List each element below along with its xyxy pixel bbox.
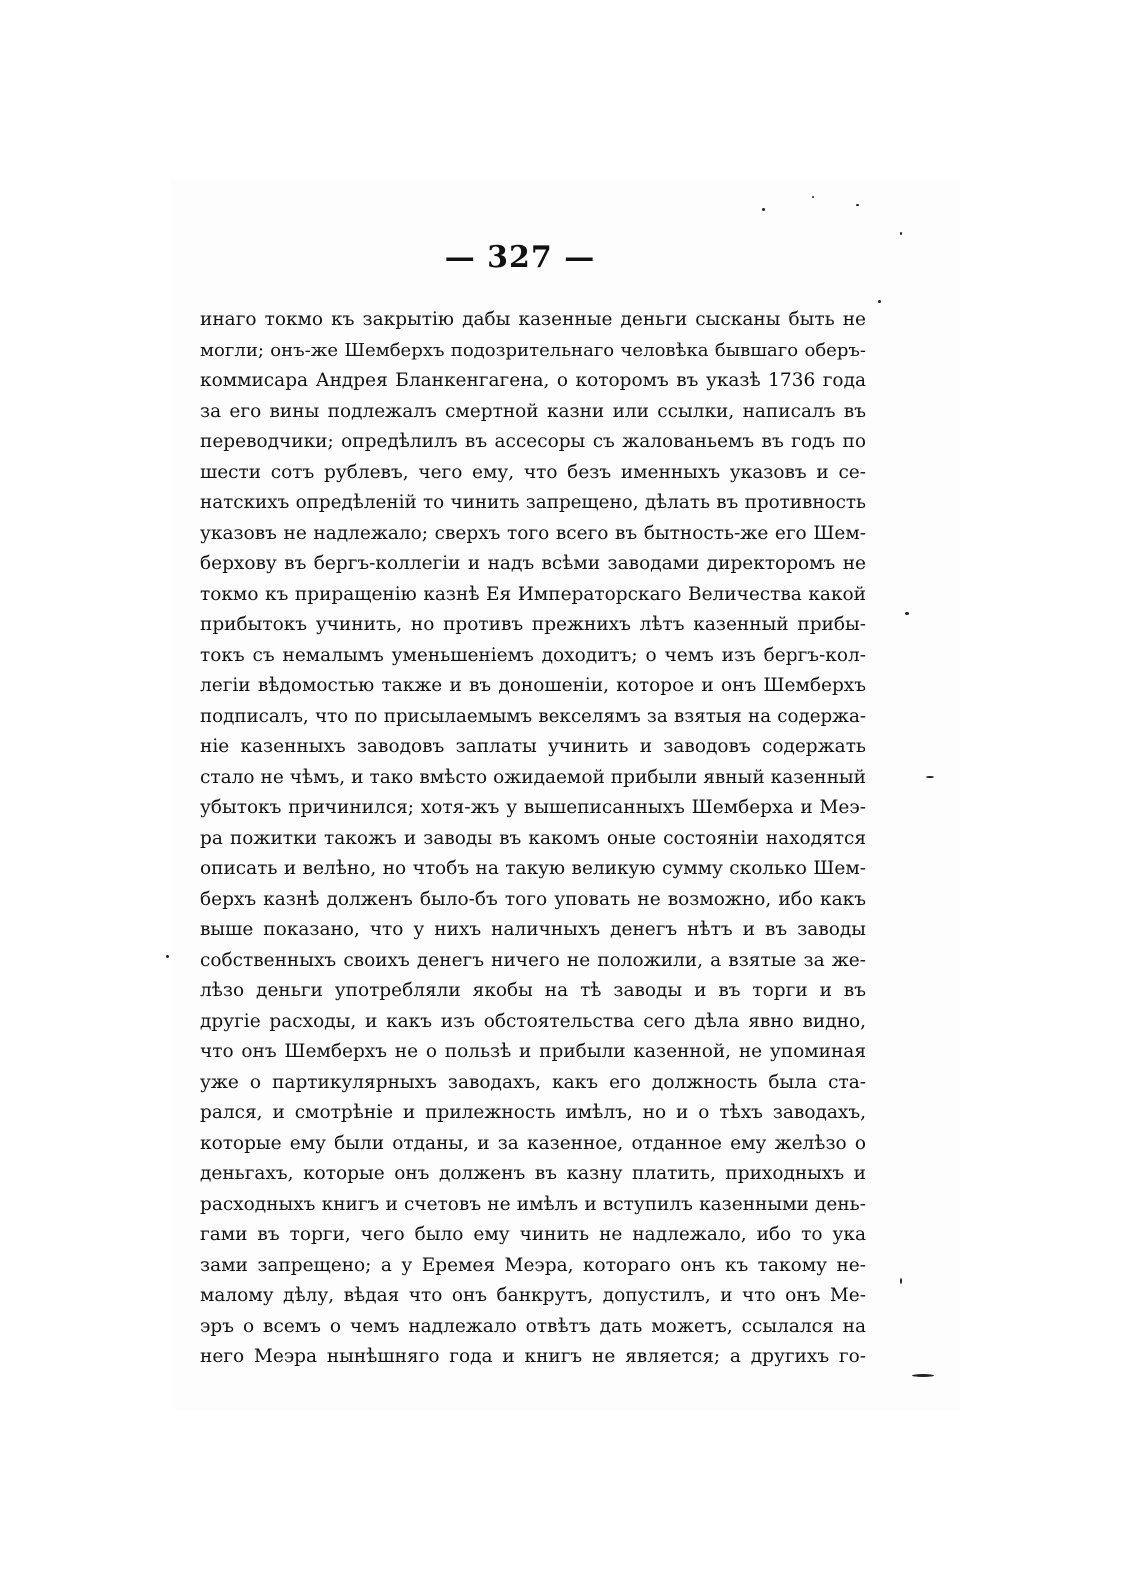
text-line: выше показано, что у нихъ наличныхъ денегъ нѣтъ и въ заводы xyxy=(200,919,866,940)
text-line: за его вины подлежалъ смертной казни или ссылки, написалъ въ xyxy=(200,400,866,422)
text-line: коммисара Андрея Бланкенгагена, о которомъ въ указѣ 1736 года xyxy=(200,370,866,391)
scan-speck xyxy=(166,955,169,958)
text-line: деньгахъ, которые онъ долженъ въ казну платить, приходныхъ и xyxy=(200,1163,866,1184)
text-line: которые ему были отданы, и за казенное, отданное ему желѣзо о xyxy=(200,1132,866,1154)
text-line: подписалъ, что по присылаемымъ векселямъ за взятыя на содержа- xyxy=(200,705,866,727)
text-line: эръ о всемъ о чемъ надлежало отвѣтъ дать можетъ, ссылался на xyxy=(200,1315,866,1337)
text-line: ра пожитки такожъ и заводы въ какомъ оные состояніи находятся xyxy=(200,827,866,849)
body-text xyxy=(200,305,866,1373)
text-line: токъ съ немалымъ уменьшеніемъ доходитъ; о чемъ изъ бергъ-кол- xyxy=(200,644,866,666)
page-number: — 327 — xyxy=(444,240,596,275)
text-line: токмо къ приращенію казнѣ Ея Императорскаго Величества какой xyxy=(200,583,866,605)
text-line: собственныхъ своихъ денегъ ничего не положили, а взятые за же- xyxy=(200,949,866,971)
scan-speck xyxy=(856,204,859,206)
text-line: могли; онъ-же Шемберхъ подозрительнаго человѣка бывшаго оберъ- xyxy=(200,339,866,361)
text-line: убытокъ причинился; хотя-жъ у вышеписанныхъ Шемберха и Меэ- xyxy=(200,797,866,818)
text-line: легіи вѣдомостью также и въ доношеніи, которое и онъ Шемберхъ xyxy=(200,675,866,696)
scan-speck xyxy=(912,1374,934,1377)
text-line: инаго токмо къ закрытію дабы казенные деньги сысканы быть не xyxy=(200,309,866,330)
scan-speck xyxy=(812,196,814,198)
text-line: ніе казенныхъ заводовъ заплаты учинить и заводовъ содержать xyxy=(200,736,866,757)
text-line: расходныхъ книгъ и счетовъ не имѣлъ и вступилъ казенными день- xyxy=(200,1193,866,1215)
text-line: что онъ Шемберхъ не о пользѣ и прибыли казенной, не упоминая xyxy=(200,1041,866,1062)
text-line: переводчики; опредѣлилъ въ ассесоры съ жалованьемъ въ годъ по xyxy=(200,431,866,452)
scan-speck xyxy=(926,776,934,778)
text-line: берхъ казнѣ долженъ было-бъ того уповать не возможно, ибо какъ xyxy=(200,888,866,910)
text-line: лѣзо деньги употребляли якобы на тѣ заводы и въ торги и въ xyxy=(200,980,866,1001)
text-line: шести сотъ рублевъ, чего ему, что безъ именныхъ указовъ и се- xyxy=(200,461,866,483)
text-line: него Меэра нынѣшняго года и книгъ не является; а другихъ го- xyxy=(200,1346,866,1367)
text-line: указовъ не надлежало; сверхъ того всего въ бытность-же его Шем- xyxy=(200,522,866,544)
text-line: берхову въ бергъ-коллегіи и надъ всѣми заводами директоромъ не xyxy=(200,553,866,574)
scan-speck xyxy=(905,612,909,615)
scan-speck xyxy=(900,232,902,235)
text-line: уже о партикулярныхъ заводахъ, какъ его должность была ста- xyxy=(200,1071,866,1093)
text-line: прибытокъ учинить, но противъ прежнихъ лѣтъ казенный прибы- xyxy=(200,614,866,635)
scan-speck xyxy=(762,208,765,211)
scan-speck xyxy=(900,1278,902,1284)
scan-speck xyxy=(878,300,881,303)
text-line: натскихъ опредѣленій то чинить запрещено, дѣлать въ противность xyxy=(200,492,866,513)
text-line: другіе расходы, и какъ изъ обстоятельства сего дѣла явно видно, xyxy=(200,1010,866,1032)
text-line: описать и велѣно, но чтобъ на такую великую сумму сколько Шем- xyxy=(200,858,866,879)
text-line: рался, и смотрѣніе и прилежность имѣлъ, но и о тѣхъ заводахъ, xyxy=(200,1102,866,1123)
text-line: гами въ торги, чего было ему чинить не надлежало, ибо то ука xyxy=(200,1224,866,1245)
text-line: малому дѣлу, вѣдая что онъ банкрутъ, допустилъ, и что онъ Ме- xyxy=(200,1285,866,1306)
text-line: стало не чѣмъ, и тако вмѣсто ожидаемой прибыли явный казенный xyxy=(200,766,866,788)
text-line: зами запрещено; а у Еремея Меэра, котораго онъ къ такому не- xyxy=(200,1254,866,1276)
